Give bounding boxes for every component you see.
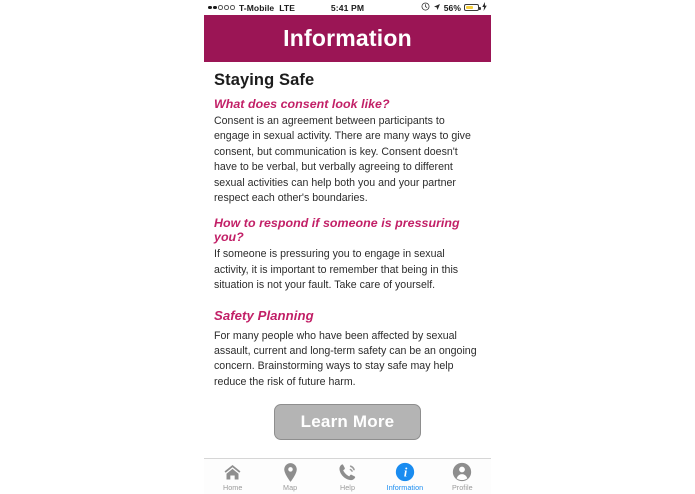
tab-home[interactable]: [204, 459, 261, 494]
location-arrow-icon: [433, 3, 441, 13]
section-body: For many people who have been affected by sexual assault, current and long-term safety can be an ongoing concern. Brainstorming ways to stay safe may help reduce the risk of future harm.: [214, 329, 477, 388]
section-heading: What does consent look like?: [214, 97, 390, 111]
tab-map[interactable]: [261, 459, 318, 494]
tab-label: Map: [283, 483, 298, 492]
section-safety-planning: [214, 308, 481, 391]
tab-information[interactable]: [376, 459, 433, 494]
phone-screen: [204, 0, 491, 494]
signal-strength-dots-icon: [208, 5, 235, 10]
map-pin-icon: [283, 462, 298, 482]
status-bar: [204, 0, 491, 15]
alarm-clock-icon: [421, 2, 430, 13]
section-pressure: [214, 216, 481, 293]
battery-icon: [464, 4, 479, 12]
charging-bolt-icon: [482, 2, 487, 13]
carrier-label: T-Mobile: [238, 2, 275, 13]
section-heading: How to respond if someone is pressuring you?: [214, 216, 460, 245]
learn-more-button-wrap: [214, 404, 481, 440]
svg-text:i: i: [403, 465, 408, 480]
tab-profile[interactable]: [434, 459, 491, 494]
tab-label: Profile: [451, 483, 473, 492]
status-bar-left: [208, 3, 295, 13]
page-title-header: Information: [283, 25, 412, 51]
tab-label: Home: [223, 483, 243, 492]
learn-more-button[interactable]: Learn More: [274, 404, 422, 440]
bottom-tab-bar: [204, 458, 491, 494]
network-type-label: LTE: [279, 2, 295, 13]
info-circle-icon: [395, 462, 415, 482]
battery-percent-label: 56%: [443, 2, 461, 13]
content-area: [204, 62, 491, 460]
tab-help[interactable]: [319, 459, 376, 494]
status-bar-clock: 5:41 PM: [330, 2, 365, 13]
person-circle-icon: [452, 462, 472, 482]
section-body: Consent is an agreement between participants to engage in sexual activity. There are many ways to give consent, but communication is key. Consent doesn't have to be verbal, but verbally agreeing to different sexual activities can help both you and your partner respect each other's boundaries.: [214, 115, 471, 205]
status-bar-right: [421, 2, 487, 13]
tab-label: Help: [340, 483, 355, 492]
phone-call-icon: [338, 462, 357, 482]
section-body: If someone is pressuring you to engage in sexual activity, it is important to remember that being in this situation is not your fault. Take care of yourself.: [214, 248, 459, 292]
page-title: Staying Safe: [214, 71, 315, 89]
home-icon: [223, 462, 242, 482]
section-consent: [214, 97, 481, 206]
app-header: [204, 15, 491, 62]
tab-label: Information: [386, 483, 424, 492]
section-heading: Safety Planning: [214, 307, 314, 323]
